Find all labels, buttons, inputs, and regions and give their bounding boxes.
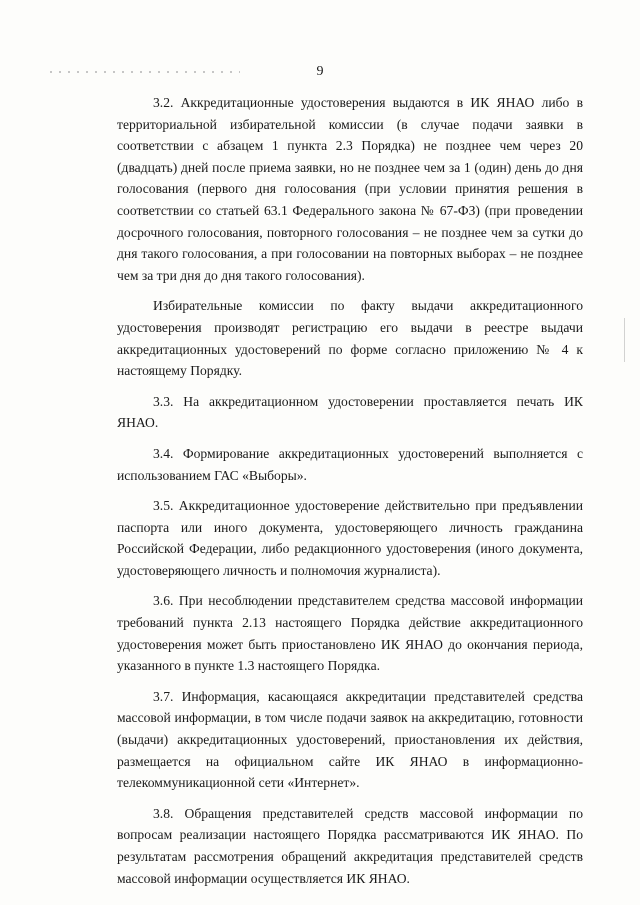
paragraph-registration: Избирательные комиссии по факту выдачи аккредитационного удостоверения производят регистрацию его выдачи в реестре выдачи аккредитационных удостоверений по форме согласно приложению № 4 к настоящему Порядку. [117, 298, 583, 379]
paragraph-3-6: 3.6. При несоблюдении представителем средства массовой информации требований пункта 2.13 настоящего Порядка действие аккредитационного удостоверения может быть приостановлено ИК ЯНАО до окончания периода, указанного в пункте 1.3 настоящего Порядка. [117, 593, 583, 674]
document-body [117, 92, 583, 898]
scan-edge-mark [624, 318, 625, 362]
paragraph-3-4: 3.4. Формирование аккредитационных удостоверений выполняется с использованием ГАС «Выборы». [117, 445, 583, 483]
paragraph-3-8: 3.8. Обращения представителей средств массовой информации по вопросам реализации настоящего Порядка рассматриваются ИК ЯНАО. По результатам рассмотрения обращений аккредитация представителей средств массовой информации осуществляется ИК ЯНАО. [117, 805, 583, 886]
paragraph-3-3: 3.3. На аккредитационном удостоверении проставляется печать ИК ЯНАО. [117, 393, 583, 431]
paragraph-3-2: 3.2. Аккредитационные удостоверения выдаются в ИК ЯНАО либо в территориальной избирательной комиссии (в случае подачи заявки в соответствии с абзацем 1 пункта 2.3 Порядка) не позднее чем через 20 (двадцать) дней после приема заявки, но не позднее чем за 1 (один) день до дня голосования (первого дня голосования (при условии принятия решения в соответствии со статьей 63.1 Федерального закона № 67-ФЗ) (при проведении досрочного голосования, повторного голосования – не позднее чем за сутки до дня такого голосования, а при голосовании на повторных выборах – не позднее чем за три дня до дня такого голосования). [117, 95, 583, 283]
paragraph-3-5: 3.5. Аккредитационное удостоверение действительно при предъявлении паспорта или иного документа, удостоверяющего личность гражданина Российской Федерации, либо редакционного удостоверения (иного документа, удостоверяющего личность и полномочия журналиста). [117, 498, 583, 578]
paragraph-3-7: 3.7. Информация, касающаяся аккредитации представителей средства массовой информации, в том числе подачи заявок на аккредитацию, готовности (выдачи) аккредитационных удостоверений, приостановления их действия, размещается на официальном сайте ИК ЯНАО в информационно-телекоммуникационной сети «Интернет». [117, 688, 583, 791]
page-number: 9 [316, 64, 324, 79]
